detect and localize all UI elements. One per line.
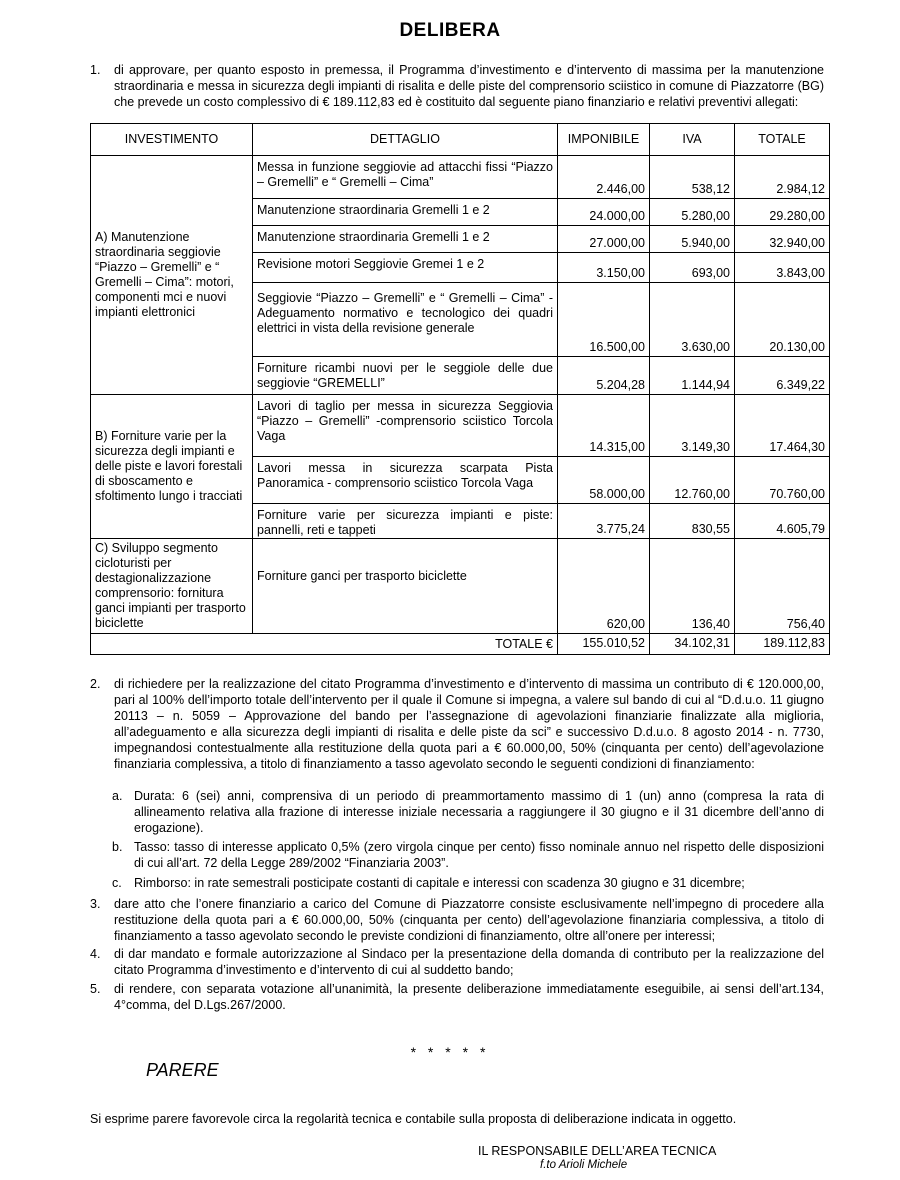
totale-cell: 756,40 <box>735 539 830 634</box>
item-1 <box>90 62 824 110</box>
item-5 <box>90 981 824 1013</box>
iva-cell: 12.760,00 <box>650 457 735 504</box>
detail-cell: Lavori di taglio per messa in sicurezza Seggiovia “Piazzo – Gremelli” -comprensorio sciistico Torcola Vaga <box>253 395 558 457</box>
signature: f.to Arioli Michele <box>540 1159 628 1171</box>
item-4-number: 4. <box>90 947 101 961</box>
totale-cell: 70.760,00 <box>735 457 830 504</box>
condition-b <box>112 839 824 871</box>
condition-a-text: Durata: 6 (sei) anni, comprensiva di un periodo di preammortamento massimo di 1 (un) anno (compresa la rata di allineamento relativa alla frazione di interesse iniziale necessaria a raggiungere il 30 giugno e il 31 dicembre dell’anno di erogazione). <box>134 789 824 835</box>
detail-cell: Forniture ricambi nuovi per le seggiole delle due seggiovie “GREMELLI” <box>253 357 558 395</box>
condition-b-letter: b. <box>112 840 123 854</box>
detail-cell: Manutenzione straordinaria Gremelli 1 e 2 <box>253 226 558 253</box>
condition-a <box>112 788 824 836</box>
investment-b: B) Forniture varie per la sicurezza degli impianti e delle piste e lavori forestali di sboscamento e sfoltimento lungo i tracciati <box>91 395 253 539</box>
imponibile-cell: 3.150,00 <box>558 253 650 283</box>
item-1-number: 1. <box>90 63 101 77</box>
item-2-text: di richiedere per la realizzazione del citato Programma d’investimento e d’intervento di massima un contributo di € 120.000,00, pari al 100% dell’importo totale dell’intervento per il quale il Comune si impegna, a valere sul bando di cui al “D.d.u.o. 11 giugno 20113 – n. 5059 – Approvazione del bando per l’assegnazione di agevolazioni finanziarie finalizzate alla miglioria, all’adeguamento e alla sicurezza degli impianti di risalita e delle piste da sci” e successivo D.d.u.o. 8 agosto 2014 - n. 7730, impegnandosi contestualmente alla restituzione della quota pari a € 60.000,00, 50% (cinquanta per cento) dell’agevolazione finanziaria complessiva, a titolo di finanziamento a tasso agevolato secondo le seguenti condizioni di finanziamento: <box>114 677 824 771</box>
iva-cell: 3.630,00 <box>650 283 735 357</box>
imponibile-cell: 27.000,00 <box>558 226 650 253</box>
iva-cell: 3.149,30 <box>650 395 735 457</box>
totale-cell: 4.605,79 <box>735 504 830 539</box>
detail-cell: Seggiovie “Piazzo – Gremelli” e “ Gremelli – Cima” - Adeguamento normativo e tecnologico dei quadri elettrici in vista della revisione generale <box>253 283 558 357</box>
header-iva: IVA <box>650 124 735 156</box>
iva-cell: 693,00 <box>650 253 735 283</box>
total-totale: 189.112,83 <box>735 634 830 655</box>
imponibile-cell: 14.315,00 <box>558 395 650 457</box>
iva-cell: 5.280,00 <box>650 199 735 226</box>
item-2 <box>90 676 824 772</box>
condition-a-letter: a. <box>112 789 123 803</box>
item-2-number: 2. <box>90 677 101 691</box>
imponibile-cell: 58.000,00 <box>558 457 650 504</box>
table-header-row <box>91 124 830 156</box>
iva-cell: 136,40 <box>650 539 735 634</box>
detail-cell: Lavori messa in sicurezza scarpata Pista Panoramica - comprensorio sciistico Torcola Vaga <box>253 457 558 504</box>
item-3-text: dare atto che l’onere finanziario a carico del Comune di Piazzatorre consiste esclusivamente nell’impegno di procedere alla restituzione della quota pari a € 60.000,00, 50% (cinquanta per cento) dell’agevolazione finanziaria complessiva, a titolo di finanziamento a tasso agevolato secondo le previste condizioni di finanziamento, oltre all’onere per interessi; <box>114 897 824 943</box>
total-iva: 34.102,31 <box>650 634 735 655</box>
totale-cell: 20.130,00 <box>735 283 830 357</box>
table-row <box>91 539 830 634</box>
header-totale: TOTALE <box>735 124 830 156</box>
item-1-text: di approvare, per quanto esposto in premessa, il Programma d’investimento e d’intervento di massima per la manutenzione straordinaria e messa in sicurezza degli impianti di risalita e delle piste del comprensorio sciistico in comune di Piazzatorre (BG) che prevede un costo complessivo di € 189.112,83 ed è costituito dal seguente piano finanziario e relativi preventivi allegati: <box>114 63 824 109</box>
condition-b-text: Tasso: tasso di interesse applicato 0,5% (zero virgola cinque per cento) fisso nominale annuo nel rispetto delle disposizioni di cui all’art. 72 della Legge 289/2002 “Finanziaria 2003”. <box>134 840 824 870</box>
detail-cell: Forniture varie per sicurezza impianti e piste: pannelli, reti e tappeti <box>253 504 558 539</box>
item-5-text: di rendere, con separata votazione all’unanimità, la presente deliberazione immediatamente eseguibile, ai sensi dell’art.134, 4°comma, del D.Lgs.267/2000. <box>114 982 824 1012</box>
imponibile-cell: 16.500,00 <box>558 283 650 357</box>
detail-cell: Forniture ganci per trasporto biciclette <box>253 539 558 634</box>
header-imponibile: IMPONIBILE <box>558 124 650 156</box>
opinion-text: Si esprime parere favorevole circa la regolarità tecnica e contabile sulla proposta di deliberazione indicata in oggetto. <box>90 1112 737 1126</box>
item-3-number: 3. <box>90 897 101 911</box>
totale-cell: 32.940,00 <box>735 226 830 253</box>
totale-cell: 6.349,22 <box>735 357 830 395</box>
condition-c-letter: c. <box>112 876 122 890</box>
document-title: DELIBERA <box>399 20 501 41</box>
imponibile-cell: 3.775,24 <box>558 504 650 539</box>
total-imponibile: 155.010,52 <box>558 634 650 655</box>
responsible-title: IL RESPONSABILE DELL’AREA TECNICA <box>478 1144 717 1158</box>
table-row <box>91 156 830 199</box>
investment-c: C) Sviluppo segmento cicloturisti per destagionalizzazione comprensorio: fornitura ganci impianti per trasporto biciclette <box>91 539 253 634</box>
totale-cell: 3.843,00 <box>735 253 830 283</box>
item-5-number: 5. <box>90 982 101 996</box>
totale-cell: 2.984,12 <box>735 156 830 199</box>
totale-cell: 29.280,00 <box>735 199 830 226</box>
iva-cell: 1.144,94 <box>650 357 735 395</box>
detail-cell: Revisione motori Seggiovie Gremei 1 e 2 <box>253 253 558 283</box>
total-label: TOTALE € <box>91 634 558 655</box>
item-4 <box>90 946 824 978</box>
table-row <box>91 395 830 457</box>
detail-cell: Manutenzione straordinaria Gremelli 1 e 2 <box>253 199 558 226</box>
detail-cell: Messa in funzione seggiovie ad attacchi fissi “Piazzo – Gremelli” e “ Gremelli – Cima” <box>253 156 558 199</box>
iva-cell: 830,55 <box>650 504 735 539</box>
iva-cell: 5.940,00 <box>650 226 735 253</box>
condition-c-text: Rimborso: in rate semestrali posticipate costanti di capitale e interessi con scadenza 30 giugno e 31 dicembre; <box>134 876 745 890</box>
financial-plan-table <box>90 123 830 655</box>
imponibile-cell: 2.446,00 <box>558 156 650 199</box>
totale-cell: 17.464,30 <box>735 395 830 457</box>
parere-heading: PARERE <box>146 1060 219 1080</box>
imponibile-cell: 24.000,00 <box>558 199 650 226</box>
condition-c <box>112 875 824 891</box>
header-investimento: INVESTIMENTO <box>91 124 253 156</box>
item-4-text: di dar mandato e formale autorizzazione al Sindaco per la presentazione della domanda di contributo per la realizzazione del citato Programma d’investimento e d’intervento di cui al suddetto bando; <box>114 947 824 977</box>
item-3 <box>90 896 824 944</box>
total-row <box>91 634 830 655</box>
imponibile-cell: 620,00 <box>558 539 650 634</box>
investment-a: A) Manutenzione straordinaria seggiovie “Piazzo – Gremelli” e “ Gremelli – Cima”: motori, componenti mci e nuovi impianti elettronici <box>91 156 253 395</box>
header-dettaglio: DETTAGLIO <box>253 124 558 156</box>
iva-cell: 538,12 <box>650 156 735 199</box>
section-separator: * * * * * <box>410 1044 490 1060</box>
imponibile-cell: 5.204,28 <box>558 357 650 395</box>
